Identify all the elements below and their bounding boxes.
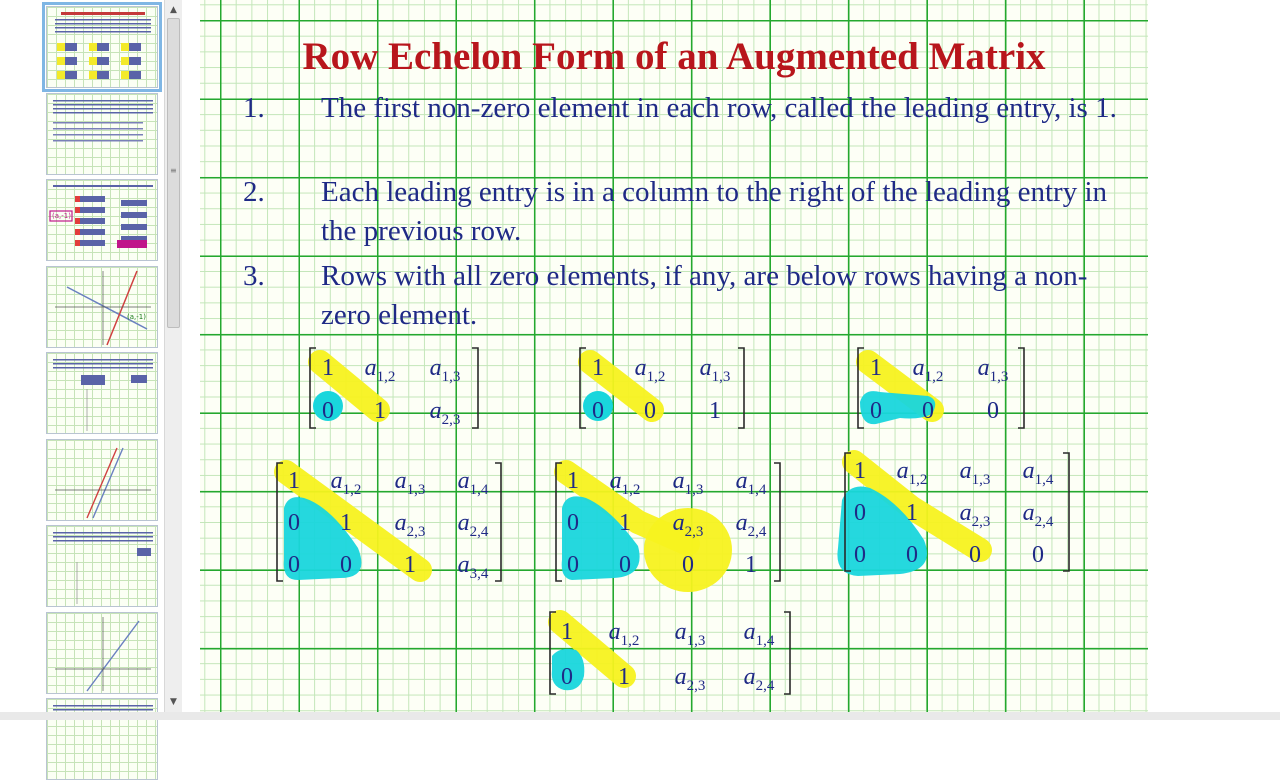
matrix-entry: $a_{1,2}$: [330, 468, 362, 498]
slide-thumbnail-pane: [0, 0, 184, 720]
status-bar: [0, 712, 1280, 720]
matrix-entry: $a_{1,3}$: [672, 468, 704, 498]
matrix-entry: 1: [288, 468, 300, 494]
matrix-entry: $a_{3,4}$: [457, 552, 489, 582]
matrix-entry: 1: [374, 398, 386, 424]
rule-number: 2.: [243, 176, 265, 208]
matrix-entry: 0: [288, 552, 300, 578]
matrix-entry: $a_{2,4}$: [457, 510, 489, 540]
matrix-entry: 1: [906, 500, 918, 526]
thumbnail-preview: [47, 7, 158, 88]
slide-thumbnail[interactable]: [46, 266, 158, 348]
matrix-entry: 0: [1032, 542, 1044, 568]
matrix-entry: $a_{2,3}$: [672, 510, 704, 540]
matrix-entry: 1: [404, 552, 416, 578]
matrix-right-bracket: [1063, 453, 1069, 571]
matrix-right-bracket: [1018, 348, 1024, 428]
rule-number: 3.: [243, 260, 265, 292]
matrix-entry: $a_{2,4}$: [735, 510, 767, 540]
thumbnail-preview: [47, 267, 158, 348]
matrix-entry: 1: [709, 398, 721, 424]
zero-row-highlight: [644, 508, 732, 592]
matrix-entry: 0: [906, 542, 918, 568]
matrix-entry: $a_{2,4}$: [743, 664, 775, 694]
svg-text:(a,-1): (a,-1): [127, 312, 146, 321]
matrix-right-bracket: [784, 612, 790, 694]
matrix-entry: $a_{1,3}$: [394, 468, 426, 498]
matrix-entry: $a_{2,4}$: [1022, 500, 1054, 530]
slide-thumbnail[interactable]: [46, 352, 158, 434]
matrix-entry: 1: [340, 510, 352, 536]
matrix-entry: 0: [969, 542, 981, 568]
matrix-entry: $a_{1,3}$: [699, 355, 731, 385]
matrix-entry: $a_{1,3}$: [959, 458, 991, 488]
thumbnail-strip: [44, 0, 164, 712]
matrix-entry: 0: [619, 552, 631, 578]
matrix-entry: $a_{2,3}$: [429, 398, 461, 428]
matrix-entry: 1: [854, 458, 866, 484]
matrix-entry: 1: [870, 355, 882, 381]
matrix-entry: $a_{1,3}$: [429, 355, 461, 385]
matrix-entry: $a_{1,2}$: [609, 468, 641, 498]
slide-title: Row Echelon Form of an Augmented Matrix: [302, 35, 1046, 78]
slide-thumbnail[interactable]: [46, 6, 158, 88]
rule-text: The first non-zero element in each row, called the leading entry, is 1.: [321, 92, 1117, 124]
rule-text: Rows with all zero elements, if any, are below rows having a non-zero element.: [321, 260, 1088, 331]
matrix-entry: 1: [745, 552, 757, 578]
matrix-entry: 1: [322, 355, 334, 381]
thumbnail-preview: [47, 94, 158, 175]
scroll-up-arrow-icon[interactable]: ▲: [170, 5, 177, 15]
matrix-entry: 1: [618, 664, 630, 690]
matrix-entry: 0: [567, 510, 579, 536]
matrix-entry: $a_{1,4}$: [1022, 458, 1054, 488]
slide-thumbnail[interactable]: [46, 179, 158, 261]
matrix-entry: 0: [288, 510, 300, 536]
matrix-entry: $a_{2,3}$: [394, 510, 426, 540]
matrix-entry: 0: [682, 552, 694, 578]
matrix-entry: 0: [854, 542, 866, 568]
matrix-entry: $a_{1,2}$: [634, 355, 666, 385]
matrix-entry: 0: [592, 398, 604, 424]
matrix-entry: 0: [987, 398, 999, 424]
matrix-entry: 0: [870, 398, 882, 424]
matrix-entry: $a_{1,4}$: [743, 619, 775, 649]
matrix-entry: $a_{1,2}$: [896, 458, 928, 488]
matrix-entry: $a_{1,4}$: [457, 468, 489, 498]
slide-thumbnail[interactable]: [46, 93, 158, 175]
thumbnail-preview: [47, 353, 158, 434]
matrix-entry: 1: [592, 355, 604, 381]
matrix-entry: 0: [561, 664, 573, 690]
matrix-entry: 1: [619, 510, 631, 536]
rule-text: Each leading entry is in a column to the right of the leading entry in the previous row.: [321, 176, 1108, 247]
matrix-entry: $a_{2,3}$: [674, 664, 706, 694]
window-margin: [1148, 0, 1280, 720]
matrix-examples: [200, 0, 1148, 720]
scroll-down-arrow-icon[interactable]: ▼: [170, 697, 177, 707]
matrix-entry: 0: [854, 500, 866, 526]
rule-number: 1.: [243, 92, 265, 124]
matrix-entry: $a_{1,3}$: [977, 355, 1009, 385]
matrix-right-bracket: [472, 348, 478, 428]
thumbnail-preview: [47, 180, 158, 261]
slide-thumbnail[interactable]: [46, 612, 158, 694]
matrix-entry: 0: [340, 552, 352, 578]
matrix-entry: 0: [922, 398, 934, 424]
scrollbar-grip-icon: ≡: [170, 166, 177, 175]
matrix-entry: $a_{1,3}$: [674, 619, 706, 649]
matrix-entry: 0: [322, 398, 334, 424]
slide-thumbnail[interactable]: [46, 525, 158, 607]
thumbnail-preview: [47, 440, 158, 521]
matrix-entry: $a_{1,2}$: [364, 355, 396, 385]
thumbnail-scrollbar[interactable]: [164, 0, 182, 712]
slide-thumbnail[interactable]: [46, 698, 158, 780]
matrix-entry: $a_{2,3}$: [959, 500, 991, 530]
matrix-right-bracket: [495, 463, 501, 581]
matrix-entry: 0: [644, 398, 656, 424]
matrix-entry: $a_{1,2}$: [912, 355, 944, 385]
matrix-entry: $a_{1,2}$: [608, 619, 640, 649]
thumbnail-preview: [47, 613, 158, 694]
matrix-entry: 1: [567, 468, 579, 494]
scrollbar-thumb[interactable]: [167, 18, 180, 328]
svg-text:(a,-1): (a,-1): [52, 212, 71, 220]
slide-canvas: [200, 0, 1148, 720]
matrix-entry: $a_{1,4}$: [735, 468, 767, 498]
thumbnail-preview: [47, 526, 158, 607]
matrix-entry: 1: [561, 619, 573, 645]
matrix-right-bracket: [738, 348, 744, 428]
slide-thumbnail[interactable]: [46, 439, 158, 521]
matrix-entry: 0: [567, 552, 579, 578]
matrix-right-bracket: [774, 463, 780, 581]
